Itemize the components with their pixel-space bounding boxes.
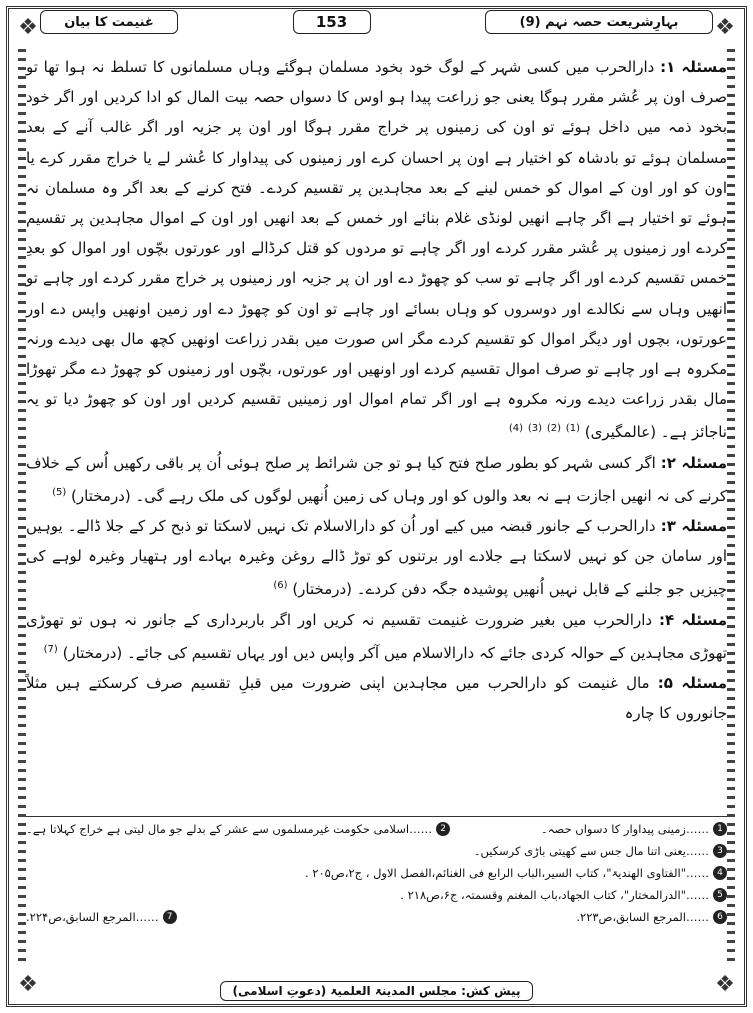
footnote-item [26, 822, 450, 836]
footnote-number-badge: 1 [713, 822, 727, 836]
footnote-number-badge: 7 [163, 910, 177, 924]
footnote-item [26, 910, 177, 924]
border-pattern-left [18, 49, 26, 964]
footnote-marker[interactable]: (3) [527, 423, 543, 435]
masala-paragraph [26, 668, 727, 728]
footnote-marker[interactable]: (5) [52, 486, 67, 498]
masala-paragraph [26, 511, 727, 605]
chapter-topic: غنیمت کا بیان [40, 10, 178, 34]
masala-label: مسئلہ ۲: [660, 453, 727, 472]
corner-ornament-icon: ❖ [715, 15, 735, 40]
footnote-number-badge: 4 [713, 866, 727, 880]
footnote-text: ……زمینی پیداوار کا دسواں حصہ۔ [541, 822, 709, 836]
masala-text: مال غنیمت کو دارالحرب میں مجاہدین اپنی ضرورت میں قبلِ تقسیم صرف کرسکتے ہیں مثلاً جانوروں کا چارہ [26, 674, 727, 723]
footnote-row [26, 884, 727, 906]
corner-ornament-icon: ❖ [18, 972, 38, 997]
corner-ornament-icon: ❖ [715, 972, 735, 997]
masala-label: مسئلہ ۵: [657, 674, 727, 693]
masala-text: دارالحرب کے جانور قبضہ میں کیے اور اُن کو دارالاسلام تک نہیں لاسکتا تو ذبح کر کے جلا ڈالے۔ یوہیں اور سامان جن کو نہیں لاسکتا ہے جلادے اور برتنوں کو توڑ ڈالے روغن وغیرہ بہادے اور ہتھیار وغیرہ لوہے کی چیزیں جو جلنے کے قابل نہیں اُنھیں پوشیدہ جگہ دفن کردے۔ (درمختار) [26, 517, 727, 599]
masala-text: اگر کسی شہر کو بطور صلح فتح کیا ہو تو جن شرائط پر صلح ہوئی اُن پر باقی رکھیں اُس کے خلاف کرنے کی نہ انھیں اجازت ہے نہ بعد والوں کو اور وہاں کی زمین اُنھیں لوگوں کی ملک رہے گی۔ (درمختار) [26, 453, 727, 505]
footnote-text: ……"الفتاوی الھندیۃ"، کتاب السیر،الباب الرابع فی الغنائم،الفصل الاول ، ج۲،ص۲۰۵ . [304, 866, 709, 880]
masala-paragraph [26, 605, 727, 668]
page-number: 153 [293, 10, 371, 34]
footnote-text: ……المرجع السابق،ص۲۲۳. [576, 910, 709, 924]
footnote-row [26, 818, 727, 840]
footnote-number-badge: 6 [713, 910, 727, 924]
footnote-item [305, 866, 727, 880]
footnote-item [400, 888, 727, 902]
footnote-item [541, 822, 727, 836]
footnote-marker[interactable]: (1) [565, 423, 580, 435]
footnote-item [474, 844, 727, 858]
masala-text: دارالحرب میں بغیر ضرورت غنیمت تقسیم نہ کریں اور اگر باربرداری کے جانور نہ ہوں تو تھوڑی تھوڑی مجاہدین کے حوالہ کردی جائے کہ دارالاسلام میں آکر واپس دیں اور یہاں تقسیم کی جائے۔ (درمختار) [26, 610, 727, 662]
footnote-row [26, 906, 727, 928]
footnote-number-badge: 2 [436, 822, 450, 836]
masala-paragraph [26, 448, 727, 511]
masala-text: دارالحرب میں کسی شہر کے لوگ خود بخود مسلمان ہوگئے وہاں مسلمانوں کا تسلط نہ ہوا تھا تو صرف اون پر عُشر مقرر ہوگا یعنی جو زراعت پیدا ہو اوس کا دسواں حصہ بیت المال کو ادا کردیں اور اگر خود بخود ذمہ میں داخل ہوئے تو اون کی زمینوں پر خراج مقرر ہوگا اور اون پر جزیہ اور اگر غالب آنے کے بعد مسلمان ہوئے تو بادشاہ کو اختیار ہے اون پر احسان کرے اور زمینوں کی پیداوار کا عُشر لے یا خراج مقرر کرے یا اون کو اور اون کے اموال کو خمس لینے کے بعد مجاہدین پر تقسیم کردے۔ فتح کرنے کے بعد اگر وہ مسلمان نہ ہوئے تو اختیار ہے اگر چاہے انھیں لونڈی غلام بنائے اور خمس کے بعد انھیں اور اون کے اموال مجاہدین پر تقسیم کردے اور زمینوں پر عُشر مقرر کردے اور اگر چاہے تو مردوں کو قتل کرڈالے اور عورتوں بچّوں اور اموال کو بعدِ خمس تقسیم کردے اور اگر چاہے تو سب کو چھوڑ دے اور ان پر جزیہ اور زمینوں پر خراج مقرر کردے اور چاہے تو انھیں وہاں سے نکالدے اور دوسروں کو وہاں بسائے اور چاہے تو اون کو چھوڑ دے اور زمین اونھیں واپس دے اور عورتوں، بچوں اور دیگر اموال کو تقسیم کردے مگر اس صورت میں بقدر زراعت اونھیں کچھ مال بھی دیدے ورنہ مکروہ ہے اور چاہے تو صرف اموال تقسیم کردے اور اونھیں اور عورتوں، بچّوں اور زمینوں کو چھوڑ دے مگر تھوڑا مال بقدر زراعت دیدے ورنہ مکروہ ہے اور اگر تمام اموال اور زمینیں تقسیم کردیں اور اون کو چھوڑ دیا تو یہ ناجائز ہے۔ (عالمگیری) [26, 58, 727, 442]
footnote-marker[interactable]: (4) [508, 423, 524, 435]
footnote-divider [26, 816, 727, 817]
footnote-marker[interactable]: (2) [546, 423, 561, 435]
footnote-text: ……المرجع السابق،ص۲۲۴. [26, 910, 159, 924]
footnote-text: ……اسلامی حکومت غیرمسلموں سے عشر کے بدلے جو مال لیتی ہے خراج کہلاتا ہے۔ [26, 822, 433, 836]
footnote-text: ……"الدرالمختار"، کتاب الجھاد،باب المغنم وقسمتہ، ج۶،ص۲۱۸ . [400, 888, 709, 902]
footnote-text: ……یعنی اتنا مال جس سے کھیتی باڑی کرسکیں۔ [473, 844, 709, 858]
page-header [40, 9, 713, 35]
publisher-credit: پیش کش: مجلس المدینۃ العلمیۃ (دعوتِ اسلامی) [220, 981, 534, 1001]
book-title: بہارِشریعت حصہ نہم (9) [485, 10, 713, 34]
corner-ornament-icon: ❖ [18, 15, 38, 40]
masala-label: مسئلہ ۳: [660, 517, 727, 536]
footnote-row [26, 862, 727, 884]
main-text [26, 52, 727, 728]
masala-paragraph [26, 52, 727, 448]
footnote-number-badge: 5 [713, 888, 727, 902]
masala-label: مسئلہ ۴: [658, 610, 727, 629]
footnote-marker[interactable]: (6) [273, 580, 288, 592]
footnote-marker[interactable]: (7) [43, 643, 58, 655]
footnote-number-badge: 3 [713, 844, 727, 858]
border-pattern-right [727, 49, 735, 964]
page-footer [0, 980, 753, 1001]
footnote-row [26, 840, 727, 862]
footnotes [26, 818, 727, 928]
footnote-item [576, 910, 727, 924]
masala-label: مسئلہ ۱: [660, 58, 727, 76]
